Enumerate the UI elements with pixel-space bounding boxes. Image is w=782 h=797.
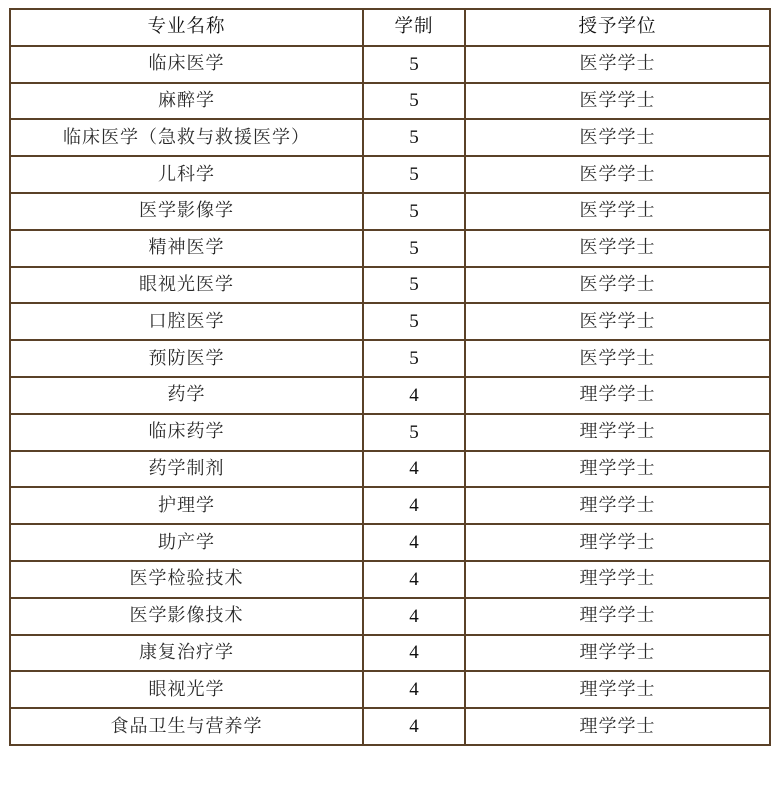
- cell-years: 5: [363, 83, 465, 120]
- cell-degree: 医学学士: [465, 340, 770, 377]
- cell-major: 助产学: [10, 524, 363, 561]
- table-row: [10, 303, 770, 340]
- cell-years: 4: [363, 635, 465, 672]
- cell-years: 5: [363, 230, 465, 267]
- cell-years: 4: [363, 561, 465, 598]
- cell-degree: 医学学士: [465, 267, 770, 304]
- cell-major: 儿科学: [10, 156, 363, 193]
- cell-years: 5: [363, 119, 465, 156]
- cell-major: 药学制剂: [10, 451, 363, 488]
- cell-degree: 理学学士: [465, 377, 770, 414]
- cell-major: 麻醉学: [10, 83, 363, 120]
- header-years: 学制: [363, 9, 465, 46]
- cell-degree: 医学学士: [465, 46, 770, 83]
- table-row: [10, 487, 770, 524]
- cell-major: 医学影像技术: [10, 598, 363, 635]
- cell-years: 5: [363, 156, 465, 193]
- cell-major: 医学检验技术: [10, 561, 363, 598]
- cell-degree: 医学学士: [465, 119, 770, 156]
- cell-years: 5: [363, 414, 465, 451]
- cell-major: 临床医学（急救与救援医学）: [10, 119, 363, 156]
- table-row: [10, 635, 770, 672]
- cell-degree: 理学学士: [465, 524, 770, 561]
- table-row: [10, 46, 770, 83]
- cell-years: 4: [363, 377, 465, 414]
- cell-degree: 理学学士: [465, 561, 770, 598]
- cell-degree: 理学学士: [465, 708, 770, 745]
- header-major-name: 专业名称: [10, 9, 363, 46]
- cell-years: 4: [363, 598, 465, 635]
- table-row: [10, 156, 770, 193]
- majors-table-container: [9, 8, 771, 746]
- table-row: [10, 451, 770, 488]
- cell-major: 康复治疗学: [10, 635, 363, 672]
- table-row: [10, 340, 770, 377]
- header-degree: 授予学位: [465, 9, 770, 46]
- cell-years: 4: [363, 451, 465, 488]
- cell-degree: 医学学士: [465, 156, 770, 193]
- table-row: [10, 524, 770, 561]
- table-header-row: [10, 9, 770, 46]
- cell-degree: 理学学士: [465, 451, 770, 488]
- cell-major: 临床医学: [10, 46, 363, 83]
- cell-years: 4: [363, 524, 465, 561]
- table-row: [10, 377, 770, 414]
- cell-years: 5: [363, 303, 465, 340]
- cell-degree: 医学学士: [465, 303, 770, 340]
- cell-degree: 理学学士: [465, 487, 770, 524]
- cell-major: 临床药学: [10, 414, 363, 451]
- cell-degree: 医学学士: [465, 230, 770, 267]
- cell-degree: 理学学士: [465, 598, 770, 635]
- cell-major: 医学影像学: [10, 193, 363, 230]
- cell-major: 食品卫生与营养学: [10, 708, 363, 745]
- table-row: [10, 708, 770, 745]
- cell-years: 4: [363, 487, 465, 524]
- cell-degree: 理学学士: [465, 671, 770, 708]
- table-row: [10, 561, 770, 598]
- cell-years: 4: [363, 708, 465, 745]
- table-row: [10, 598, 770, 635]
- cell-major: 精神医学: [10, 230, 363, 267]
- majors-table: [9, 8, 771, 746]
- table-row: [10, 414, 770, 451]
- cell-degree: 医学学士: [465, 193, 770, 230]
- table-row: [10, 119, 770, 156]
- cell-years: 4: [363, 671, 465, 708]
- cell-degree: 理学学士: [465, 635, 770, 672]
- cell-major: 口腔医学: [10, 303, 363, 340]
- cell-major: 药学: [10, 377, 363, 414]
- cell-major: 眼视光医学: [10, 267, 363, 304]
- cell-years: 5: [363, 193, 465, 230]
- table-row: [10, 671, 770, 708]
- cell-years: 5: [363, 267, 465, 304]
- cell-degree: 理学学士: [465, 414, 770, 451]
- table-row: [10, 230, 770, 267]
- cell-major: 护理学: [10, 487, 363, 524]
- cell-major: 眼视光学: [10, 671, 363, 708]
- cell-years: 5: [363, 46, 465, 83]
- cell-degree: 医学学士: [465, 83, 770, 120]
- table-row: [10, 267, 770, 304]
- table-row: [10, 83, 770, 120]
- cell-major: 预防医学: [10, 340, 363, 377]
- cell-years: 5: [363, 340, 465, 377]
- table-row: [10, 193, 770, 230]
